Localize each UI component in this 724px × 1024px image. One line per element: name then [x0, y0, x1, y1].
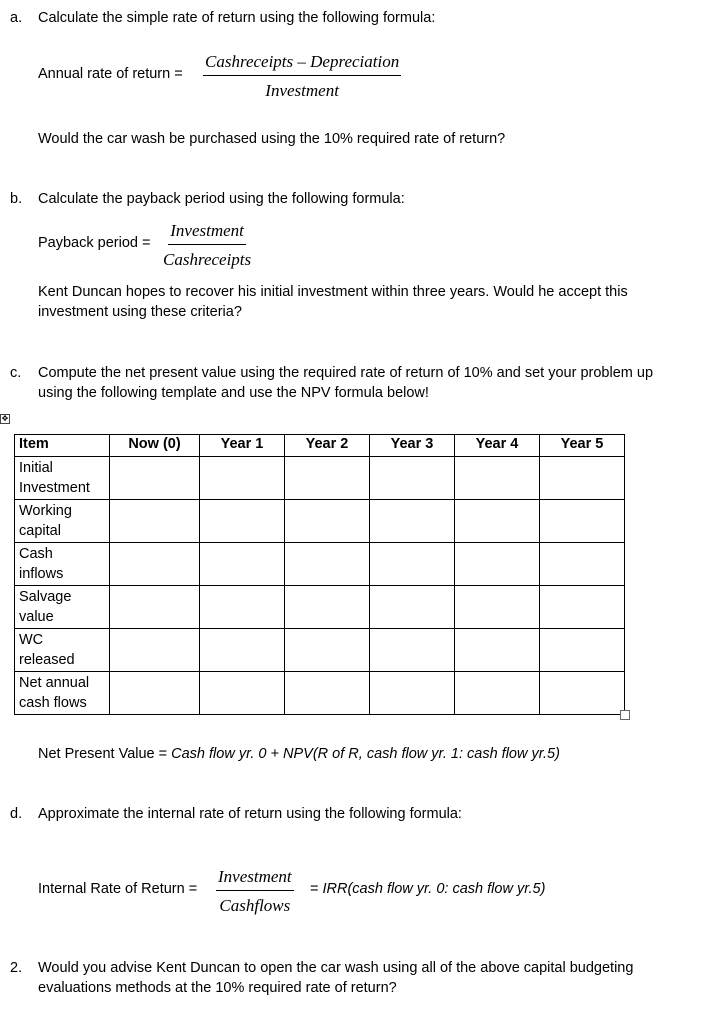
table-cell[interactable] — [540, 543, 625, 586]
table-row — [15, 457, 625, 500]
table-header-row — [15, 435, 625, 457]
table-cell[interactable] — [455, 457, 540, 500]
table-cell[interactable] — [455, 500, 540, 543]
table-cell[interactable] — [200, 586, 285, 629]
table-cell[interactable] — [285, 543, 370, 586]
part-d-marker: d. — [10, 806, 23, 822]
table-cell[interactable] — [540, 586, 625, 629]
header-item: Item — [15, 435, 110, 457]
part-d-fraction — [216, 867, 294, 916]
table-cell[interactable] — [540, 457, 625, 500]
part-c-marker: c. — [10, 365, 22, 381]
header-year-1: Year 1 — [200, 435, 285, 457]
irr-formula: IRR(cash flow yr. 0: cash flow yr.5) — [322, 881, 546, 897]
irr-equals: = — [310, 881, 323, 897]
header-year-3: Year 3 — [370, 435, 455, 457]
table-cell[interactable] — [285, 672, 370, 715]
table-row — [15, 586, 625, 629]
table-cell[interactable] — [200, 457, 285, 500]
table-cell[interactable] — [370, 543, 455, 586]
table-cell[interactable] — [200, 672, 285, 715]
header-year-2: Year 2 — [285, 435, 370, 457]
table-cell[interactable] — [285, 629, 370, 672]
part-a-question: Would the car wash be purchased using the 10% required rate of return? — [38, 131, 506, 147]
table-cell[interactable] — [455, 672, 540, 715]
question-2-line2: evaluations methods at the 10% required rate of return? — [38, 980, 397, 996]
part-b-question-line1: Kent Duncan hopes to recover his initial investment within three years. Would he accept this — [38, 284, 628, 300]
row-label: Working capital — [15, 500, 110, 543]
table-cell[interactable] — [540, 629, 625, 672]
table-cell[interactable] — [370, 629, 455, 672]
table-cell[interactable] — [110, 586, 200, 629]
table-cell[interactable] — [285, 586, 370, 629]
part-b-denominator: Cashreceipts — [163, 250, 252, 269]
part-c-instruction-line1: Compute the net present value using the required rate of return of 10% and set your problem up — [38, 365, 654, 381]
table-resize-handle-icon[interactable] — [620, 710, 630, 720]
part-d-formula-label: Internal Rate of Return = — [38, 881, 198, 897]
table-cell[interactable] — [285, 500, 370, 543]
npv-formula: Cash flow yr. 0 + NPV(R of R, cash flow yr. 1: cash flow yr.5) — [171, 746, 560, 762]
table-cell[interactable] — [455, 543, 540, 586]
table-cell[interactable] — [540, 672, 625, 715]
table-cell[interactable] — [110, 543, 200, 586]
table-cell[interactable] — [370, 586, 455, 629]
header-year-4: Year 4 — [455, 435, 540, 457]
table-cell[interactable] — [110, 629, 200, 672]
npv-label: Net Present Value = — [38, 746, 172, 762]
part-a-marker: a. — [10, 10, 23, 26]
table-cell[interactable] — [110, 500, 200, 543]
table-row — [15, 543, 625, 586]
row-label: Initial Investment — [15, 457, 110, 500]
table-cell[interactable] — [200, 629, 285, 672]
header-now: Now (0) — [110, 435, 200, 457]
table-cell[interactable] — [370, 457, 455, 500]
part-c-instruction-line2: using the following template and use the NPV formula below! — [38, 385, 429, 401]
part-a-formula-label: Annual rate of return = — [38, 66, 183, 82]
part-a-instruction: Calculate the simple rate of return using the following formula: — [38, 10, 436, 26]
table-row — [15, 672, 625, 715]
question-2-marker: 2. — [10, 960, 23, 976]
table-row — [15, 500, 625, 543]
table-cell[interactable] — [455, 586, 540, 629]
table-row — [15, 629, 625, 672]
table-move-handle-icon[interactable]: ✥ — [1, 414, 9, 423]
row-label: Net annual cash flows — [15, 672, 110, 715]
part-b-numerator: Investment — [168, 221, 246, 245]
table-cell[interactable] — [370, 500, 455, 543]
table-cell[interactable] — [110, 457, 200, 500]
table-cell[interactable] — [370, 672, 455, 715]
table-cell[interactable] — [110, 672, 200, 715]
header-year-5: Year 5 — [540, 435, 625, 457]
part-d-instruction: Approximate the internal rate of return using the following formula: — [38, 806, 462, 822]
table-cell[interactable] — [285, 457, 370, 500]
npv-template-table — [14, 434, 625, 715]
irr-formula-line — [310, 881, 545, 897]
part-b-marker: b. — [10, 191, 23, 207]
part-b-formula-label: Payback period = — [38, 235, 151, 251]
table-cell[interactable] — [455, 629, 540, 672]
question-2-line1: Would you advise Kent Duncan to open the car wash using all of the above capital budgeting — [38, 960, 634, 976]
row-label: WC released — [15, 629, 110, 672]
part-b-instruction: Calculate the payback period using the following formula: — [38, 191, 405, 207]
row-label: Cash inflows — [15, 543, 110, 586]
part-a-denominator: Investment — [265, 81, 339, 100]
part-b-fraction — [163, 221, 251, 270]
part-a-fraction — [203, 52, 401, 101]
part-a-numerator: Cashreceipts – Depreciation — [203, 52, 401, 76]
table-cell[interactable] — [540, 500, 625, 543]
table-cell[interactable] — [200, 543, 285, 586]
table-cell[interactable] — [200, 500, 285, 543]
part-b-question-line2: investment using these criteria? — [38, 304, 242, 320]
row-label: Salvage value — [15, 586, 110, 629]
part-d-denominator: Cashflows — [219, 896, 291, 915]
part-d-numerator: Investment — [216, 867, 294, 891]
npv-formula-line — [38, 746, 560, 762]
